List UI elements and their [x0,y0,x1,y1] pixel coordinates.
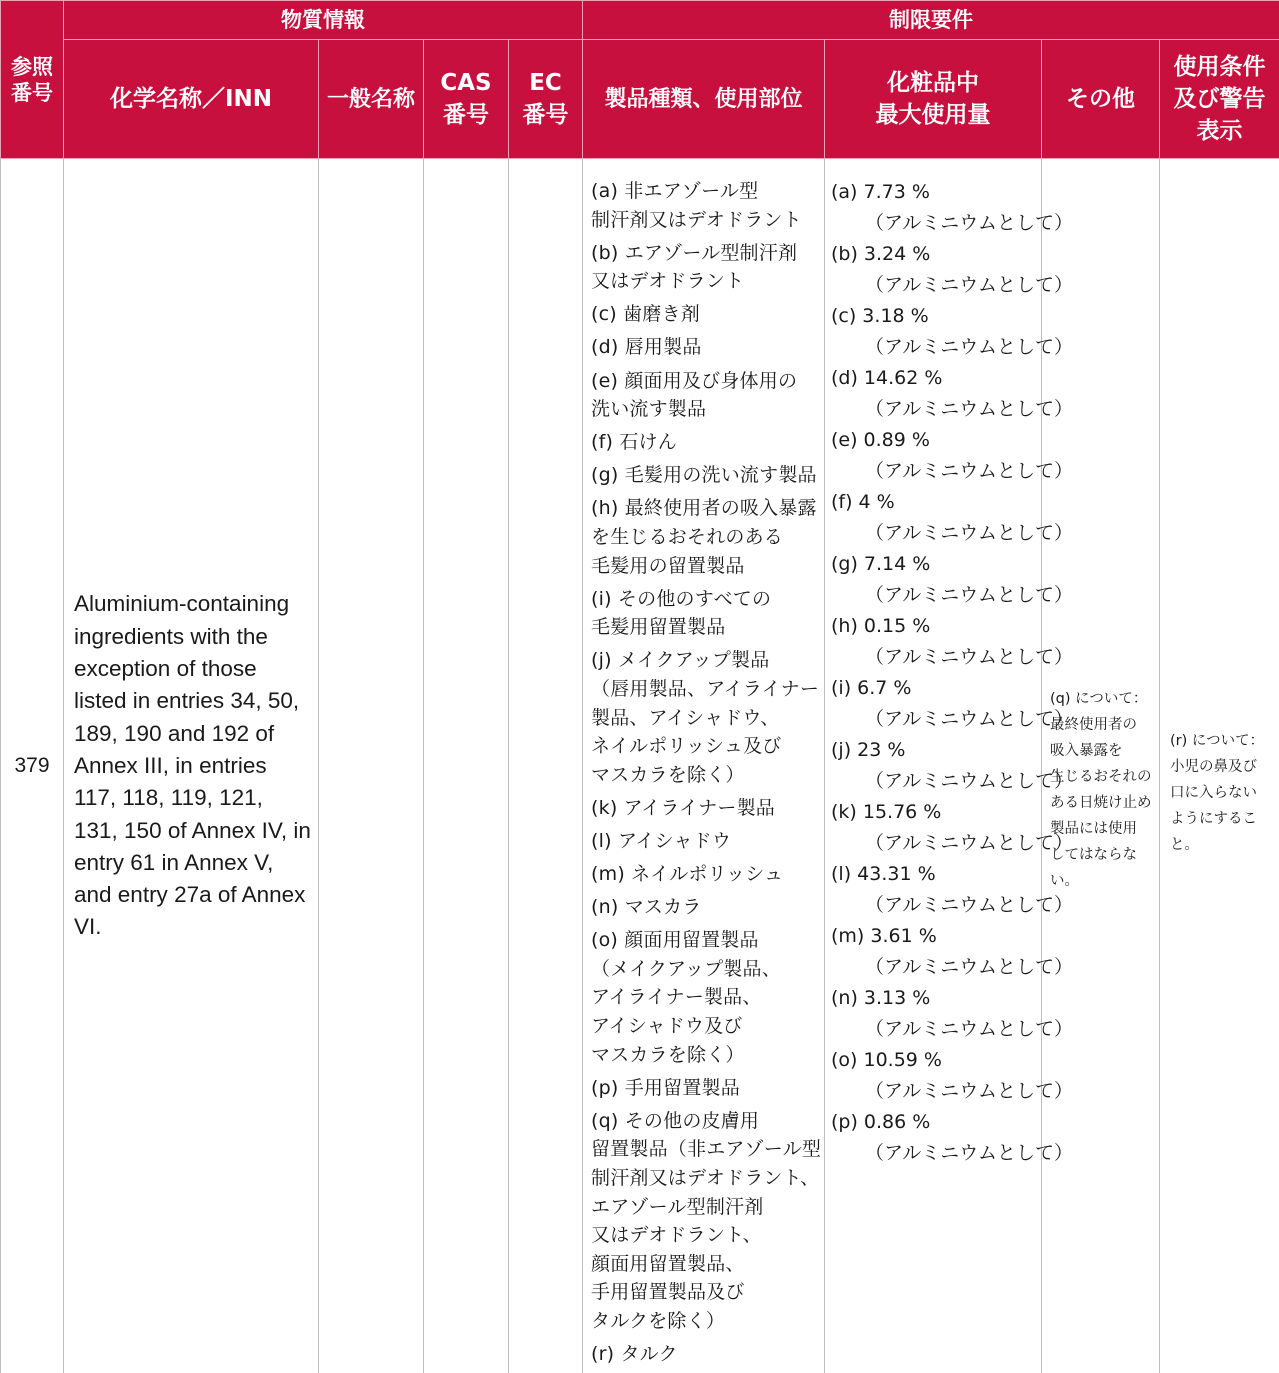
max-concentration-value: (a) 7.73 % [831,177,1041,208]
max-concentration-value: (c) 3.18 % [831,301,1041,332]
max-concentration-value: (d) 14.62 % [831,363,1041,394]
header-ref-number: 参照 番号 [1,1,64,159]
max-concentration-item [831,797,1041,859]
max-concentration-value: (f) 4 % [831,487,1041,518]
cell-ec-number [509,159,583,1373]
header-group-restriction: 制限要件 [583,1,1279,40]
aluminium-basis-note: （アルミニウムとして） [831,580,1041,611]
aluminium-basis-note: （アルミニウムとして） [831,208,1041,239]
aluminium-basis-note: （アルミニウムとして） [831,394,1041,425]
cell-ref-number: 379 [1,159,64,1373]
max-concentration-value: (o) 10.59 % [831,1045,1041,1076]
aluminium-basis-note: （アルミニウムとして） [831,704,1041,735]
product-type-item: (q) その他の皮膚用 留置製品（非エアゾール型 制汗剤又はデオドラント、 エアゾール型制汗剤 又はデオドラント、 顔面用留置製品、 手用留置製品及び タルクを除く） [591,1107,824,1336]
product-type-item: (p) 手用留置製品 [591,1074,824,1103]
cell-cas-number [424,159,509,1373]
product-type-item: (i) その他のすべての 毛髪用留置製品 [591,585,824,642]
header-product-type: 製品種類、使用部位 [583,40,825,159]
other-note: (q) について： 最終使用者の 吸入暴露を 生じるおそれの ある日焼け止め 製品には使用 してはならない。 [1050,686,1158,894]
product-type-item: (m) ネイルポリッシュ [591,860,824,889]
max-concentration-value: (j) 23 % [831,735,1041,766]
aluminium-basis-note: （アルミニウムとして） [831,642,1041,673]
product-type-item: (a) 非エアゾール型 制汗剤又はデオドラント [591,177,824,234]
max-concentration-value: (e) 0.89 % [831,425,1041,456]
cell-product-types [583,159,825,1373]
aluminium-basis-note: （アルミニウムとして） [831,518,1041,549]
aluminium-basis-note: （アルミニウムとして） [831,890,1041,921]
cell-common-name [319,159,424,1373]
max-concentration-item [831,363,1041,425]
max-concentration-value: (l) 43.31 % [831,859,1041,890]
product-type-item: (b) エアゾール型制汗剤 又はデオドラント [591,239,824,296]
max-concentration-item [831,1045,1041,1107]
max-concentration-item [831,673,1041,735]
cell-chemical-name: Aluminium-containing ingredients with the exception of those listed in entries 34, 50, 189, 190 and 192 of Annex III, in entries 117, 118, 119, 121, 131, 150 of Annex IV, in entry 61 in Annex V, and entry 27a of Annex VI. [64,159,319,1373]
product-type-item: (f) 石けん [591,428,824,457]
max-concentration-value: (b) 3.24 % [831,239,1041,270]
product-type-item: (g) 毛髪用の洗い流す製品 [591,461,824,490]
product-type-item: (d) 唇用製品 [591,333,824,362]
max-concentration-item [831,921,1041,983]
product-type-item: (j) メイクアップ製品 （唇用製品、アイライナー 製品、アイシャドウ、 ネイルポリッシュ及び マスカラを除く） [591,646,824,789]
product-type-item: (c) 歯磨き剤 [591,300,824,329]
max-concentration-item [831,549,1041,611]
max-concentration-item [831,487,1041,549]
header-common-name: 一般名称 [319,40,424,159]
header-other: その他 [1042,40,1160,159]
product-type-item: (e) 顔面用及び身体用の 洗い流す製品 [591,367,824,424]
aluminium-basis-note: （アルミニウムとして） [831,828,1041,859]
header-max-concentration: 化粧品中 最大使用量 [825,40,1042,159]
max-concentration-item [831,177,1041,239]
cell-max-concentration [825,159,1042,1373]
max-concentration-item [831,1107,1041,1169]
header-ec-number: EC 番号 [509,40,583,159]
aluminium-basis-note: （アルミニウムとして） [831,270,1041,301]
max-concentration-list [825,159,1041,1169]
max-concentration-value: (g) 7.14 % [831,549,1041,580]
max-concentration-item [831,425,1041,487]
max-concentration-value: (p) 0.86 % [831,1107,1041,1138]
header-chemical-name: 化学名称／INN [64,40,319,159]
product-type-item: (l) アイシャドウ [591,827,824,856]
product-type-item: (h) 最終使用者の吸入暴露 を生じるおそれのある 毛髪用の留置製品 [591,494,824,580]
aluminium-basis-note: （アルミニウムとして） [831,456,1041,487]
aluminium-basis-note: （アルミニウムとして） [831,1076,1041,1107]
product-type-item: (o) 顔面用留置製品 （メイクアップ製品、 アイライナー製品、 アイシャドウ及び マスカラを除く） [591,926,824,1069]
max-concentration-value: (k) 15.76 % [831,797,1041,828]
max-concentration-item [831,859,1041,921]
max-concentration-value: (n) 3.13 % [831,983,1041,1014]
aluminium-basis-note: （アルミニウムとして） [831,1138,1041,1169]
aluminium-basis-note: （アルミニウムとして） [831,1014,1041,1045]
max-concentration-item [831,239,1041,301]
product-type-item: (r) タルク [591,1340,824,1369]
product-type-list [583,159,824,1369]
product-type-item: (n) マスカラ [591,893,824,922]
max-concentration-item [831,735,1041,797]
header-cas-number: CAS 番号 [424,40,509,159]
warning-note: (r) について： 小児の鼻及び 口に入らない ようにすること。 [1170,728,1274,858]
aluminium-basis-note: （アルミニウムとして） [831,766,1041,797]
max-concentration-item [831,611,1041,673]
max-concentration-value: (i) 6.7 % [831,673,1041,704]
max-concentration-value: (m) 3.61 % [831,921,1041,952]
header-group-substance: 物質情報 [64,1,583,40]
max-concentration-value: (h) 0.15 % [831,611,1041,642]
max-concentration-item [831,983,1041,1045]
header-conditions-warnings: 使用条件 及び警告 表示 [1160,40,1279,159]
aluminium-basis-note: （アルミニウムとして） [831,952,1041,983]
max-concentration-item [831,301,1041,363]
product-type-item: (k) アイライナー製品 [591,794,824,823]
aluminium-basis-note: （アルミニウムとして） [831,332,1041,363]
